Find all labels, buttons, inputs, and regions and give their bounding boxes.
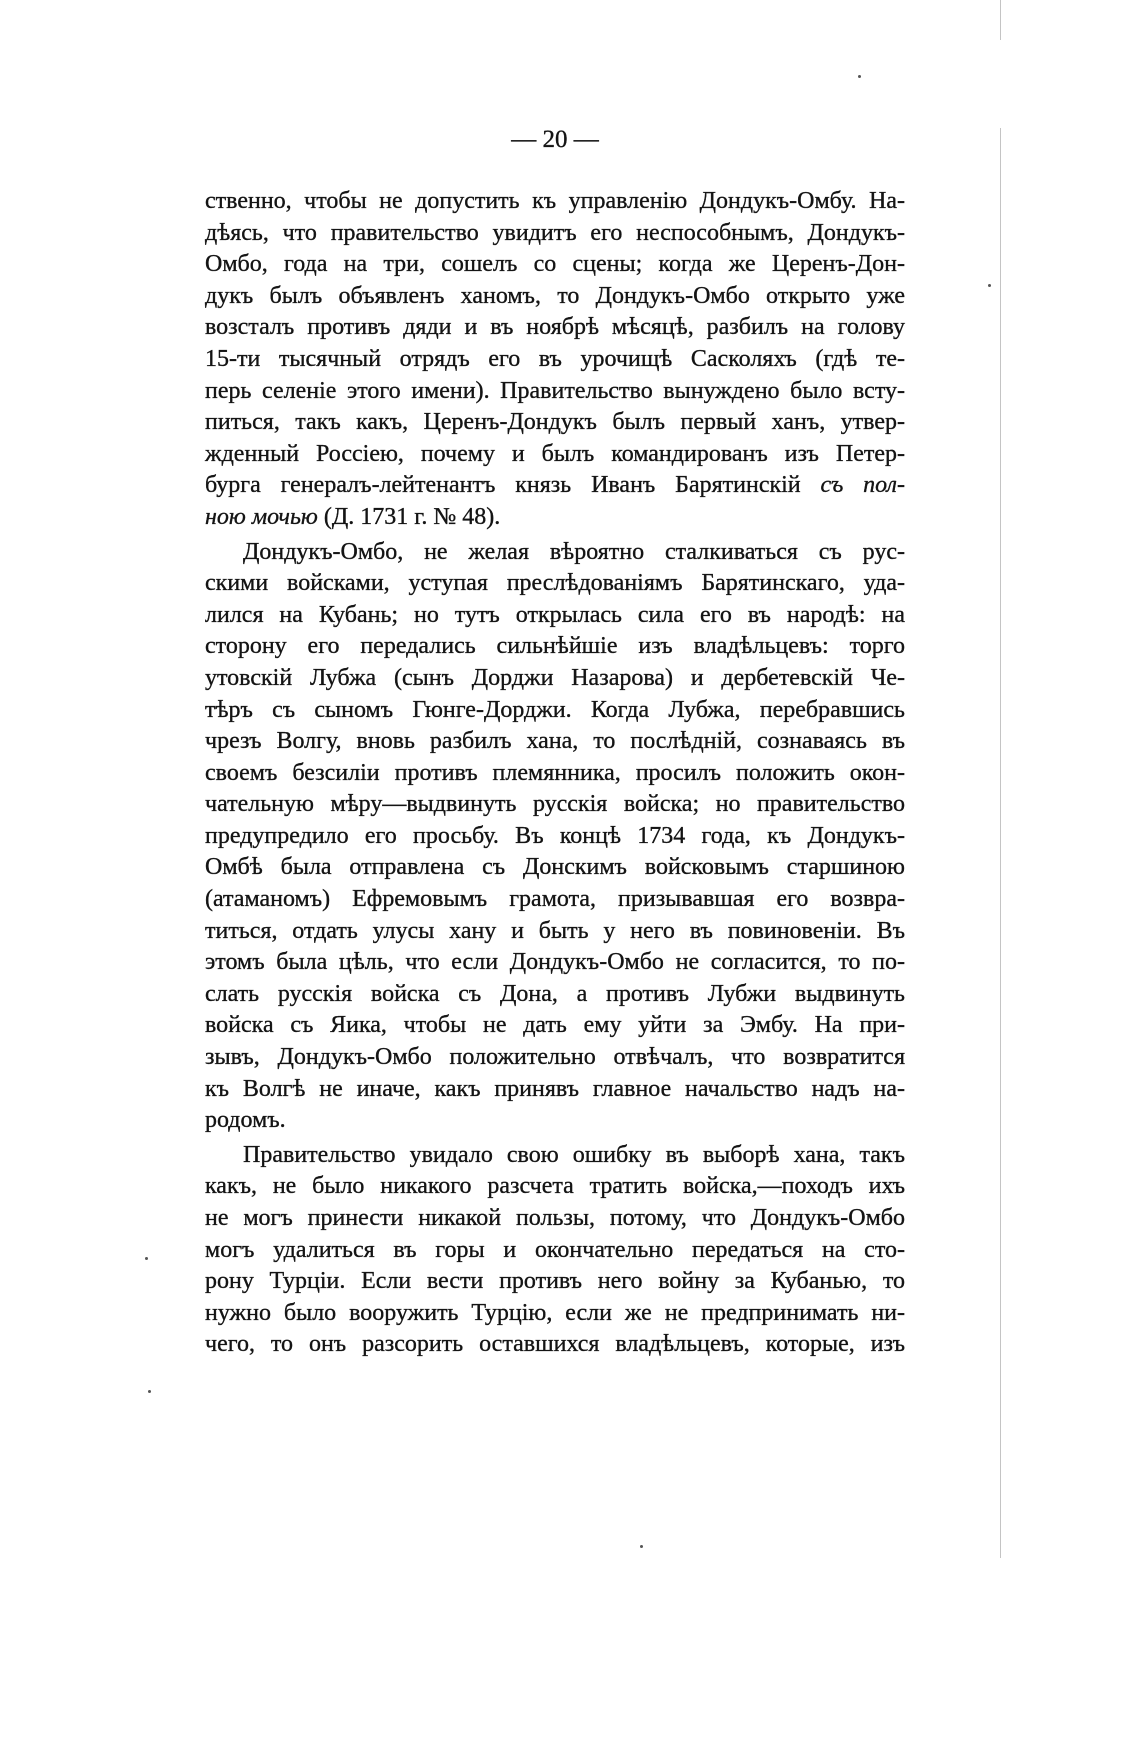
text-line: Омбо, года на три, сошелъ со сцены; когда же Церенъ-Дон-: [205, 251, 905, 278]
page-number: — 20 —: [511, 126, 599, 153]
scan-speck: [145, 1257, 148, 1260]
text-line: рону Турціи. Если вести противъ него войну за Кубанью, то: [205, 1268, 905, 1295]
paragraph: [205, 537, 905, 1137]
text-line: какъ, не было никакого разсчета тратить войска,—походъ ихъ: [205, 1173, 905, 1200]
text-line: зывъ, Дондукъ-Омбо положительно отвѣчалъ, что возвратится: [205, 1044, 905, 1071]
text-line: сторону его передались сильнѣйшіе изъ владѣльцевъ: торго: [205, 633, 905, 660]
text-run: (Д. 1731 г. № 48).: [317, 503, 501, 530]
scan-speck: [988, 284, 991, 287]
text-line: утовскій Лубжа (сынъ Дорджи Назарова) и дербетевскій Че-: [205, 664, 905, 691]
text-run: бурга генералъ-лейтенантъ князь Иванъ Барятинскій: [205, 472, 821, 499]
text-line: могъ удалиться въ горы и окончательно передаться на сто-: [205, 1236, 905, 1263]
text-line: чрезъ Волгу, вновь разбилъ хана, то послѣдній, сознаваясь въ: [205, 728, 905, 755]
text-line: возсталъ противъ дяди и въ ноябрѣ мѣсяцѣ, разбилъ на голову: [205, 314, 905, 341]
italic-run: ною мочью: [205, 503, 318, 530]
text-line: родомъ.: [205, 1107, 286, 1134]
paragraph: [205, 1140, 905, 1361]
text-line: перь селеніе этого имени). Правительство вынуждено было всту-: [205, 377, 905, 404]
text-line: нужно было вооружить Турцію, если же не предпринимать ни-: [205, 1299, 905, 1326]
text-line: своемъ безсиліи противъ племянника, просилъ положить окон-: [205, 759, 905, 786]
text-line: тѣръ съ сыномъ Гюнге-Дорджи. Когда Лубжа, перебравшись: [205, 696, 905, 723]
scan-speck: [858, 75, 861, 78]
text-line: (атаманомъ) Ефремовымъ грамота, призывавшая его возвра-: [205, 886, 905, 913]
text-line: [205, 470, 905, 502]
text-line: къ Волгѣ не иначе, какъ принявъ главное начальство надъ на-: [205, 1075, 905, 1102]
scan-speck: [640, 1545, 643, 1548]
page-edge-line: [1000, 0, 1001, 40]
text-line: питься, такъ какъ, Церенъ-Дондукъ былъ первый ханъ, утвер-: [205, 409, 905, 436]
text-line: жденный Россіею, почему и былъ командированъ изъ Петер-: [205, 440, 905, 467]
text-line: скими войсками, уступая преслѣдованіямъ Барятинскаго, уда-: [205, 570, 905, 597]
italic-run: съ пол-: [820, 472, 905, 499]
paragraph: [205, 186, 905, 534]
text-line: не могъ принести никакой пользы, потому, что Дондукъ-Омбо: [205, 1205, 905, 1231]
text-line: ственно, чтобы не допустить къ управленію Дондукъ-Омбу. На-: [205, 188, 905, 214]
page-edge-line: [1000, 128, 1001, 1558]
text-line: лился на Кубань; но тутъ открылась сила его въ народѣ: на: [205, 601, 905, 628]
text-line: 15-ти тысячный отрядъ его въ урочищѣ Сасколяхъ (гдѣ те-: [205, 345, 905, 372]
text-line: слать русскія войска съ Дона, а противъ Лубжи выдвинуть: [205, 980, 905, 1007]
text-line: титься, отдать улусы хану и быть у него въ повиновеніи. Въ: [205, 917, 905, 944]
body-text: [205, 186, 905, 1361]
text-line: [205, 502, 905, 534]
text-line: этомъ была цѣль, что если Дондукъ-Омбо не согласится, то по-: [205, 949, 905, 976]
text-line: войска съ Яика, чтобы не дать ему уйти за Эмбу. На при-: [205, 1012, 905, 1039]
scan-speck: [148, 1390, 151, 1393]
text-line: предупредило его просьбу. Въ концѣ 1734 года, къ Дондукъ-: [205, 822, 905, 849]
text-line: Правительство увидало свою ошибку въ выборѣ хана, такъ: [243, 1141, 905, 1168]
text-line: чательную мѣру—выдвинуть русскія войска; но правительство: [205, 791, 905, 818]
text-line: дѣясь, что правительство увидитъ его неспособнымъ, Дондукъ-: [205, 219, 905, 246]
text-line: чего, то онъ разсорить оставшихся владѣльцевъ, которые, изъ: [205, 1331, 905, 1358]
text-line: Дондукъ-Омбо, не желая вѣроятно сталкиваться съ рус-: [243, 538, 905, 565]
text-line: дукъ былъ объявленъ ханомъ, то Дондукъ-Омбо открыто уже: [205, 282, 905, 309]
text-line: Омбѣ была отправлена съ Донскимъ войсковымъ старшиною: [205, 854, 905, 881]
